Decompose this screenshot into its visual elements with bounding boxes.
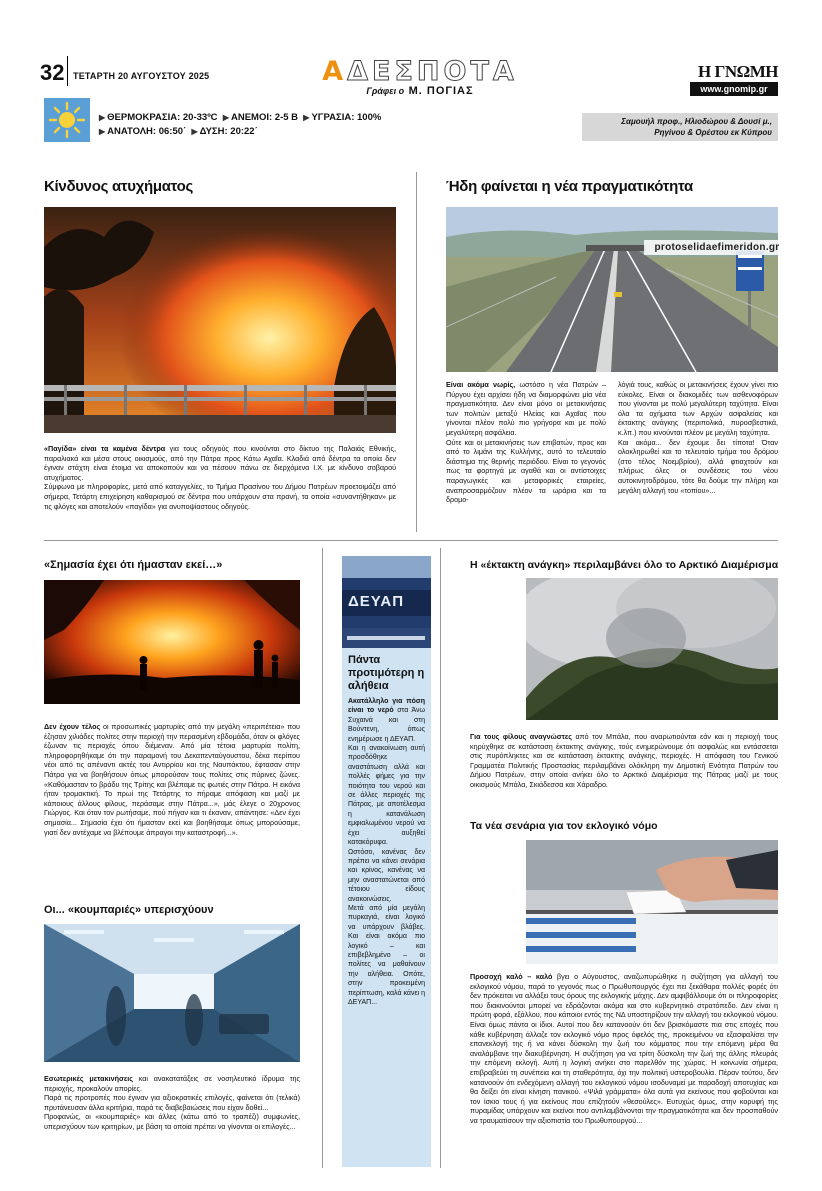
sidebar-text-2: Και η ανακοίνωση αυτή προσδόθηκε αναστάτωση αλλά και πολλές φήμες για την ποιότητα του νερού και σε άλλες περιοχές της Πάτρας, με αποτέλεσμα η κατανάλωση εμφιαλωμένου νερού να έχει αυξηθεί κατακόρυφα. (348, 745, 425, 847)
hospital-corridor-photo (44, 924, 300, 1062)
article-1-text: για τους οδηγούς που κινούνται στο δίκτυο της Παλαιάς Εθνικής, παραλιακά και μέσα στους οικισμούς, από την Πάτρα προς Κάτω Αχαΐα. Κλαδιά από δέντρα τα οποία δεν έγιναν στάχτη είναι έτοιμα να αποκοπούν και να πέσουν πάνω σε διερχόμενα Ι.Χ. με κίνδυνο σοβαρού ατυχήματος. (44, 444, 396, 482)
sidebar-text-4: Μετά από μία μεγάλη πυρκαγιά, είναι λογικό να υπάρχουν βλάβες. Και είναι ακόμα πιο λογικό – και επιβεβλημένο – οι πολίτες να μαθαίνουν την αλήθεια. Οπότε, στην προκειμένη περίπτωση, καλά κάνει η ΔΕΥΑΠ... (348, 904, 425, 1006)
highway-photo (446, 207, 778, 372)
byline-prefix: Γράφει ο (366, 86, 405, 96)
column-divider (416, 172, 417, 532)
article-4-body (44, 1074, 300, 1132)
deyap-vehicle-photo (342, 556, 431, 648)
article-5-body (470, 732, 778, 790)
article-2-text-1: ωστόσο η νέα Πατρών – Πύργου έχει αρχίσει ήδη να διαμορφώνει μία νέα πραγματικότητα. Δεν είναι μόνο οι μετακινήσεις των πολιτών μεταξύ Ηλείας και Αχαΐας που γίνονται πλέον πολύ πιο γρήγορα και με πολύ μεγαλύτερη ασφάλεια. (446, 380, 606, 437)
deyap-vehicle-lettering: ΔΕΥΑΠ (348, 593, 405, 610)
pharmacies-box (582, 113, 778, 141)
section-title-first-letter: Α (322, 56, 348, 87)
article-5-title: Η «έκτακτη ανάγκη» περιλαμβάνει όλο το Αρκτικό Διαμέρισμα (470, 559, 779, 571)
article-3-body (44, 722, 300, 837)
article-6-text: βγει ο Αύγουστος, αναζωπυρώθηκε η συζήτηση για αλλαγή του εκλογικού νόμου, παρά το γεγονός πως ο Πρωθυπουργός έχει πει ξεκάθαρα πολλές φορές ότι δεν πρόκειται να αλλάξει τους όρους της εκλογικής μάχης. Δεν αμφιβάλλουμε ότι οι πληροφορίες που διακινούνται μπορεί να εδράζονται ακόμα και στο κυβερνητικό στρατόπεδο. Δεν είναι η πρώτη φορά, εξάλλου, που κάποιοι εντός της ΝΔ υποστηρίζουν την αλλαγή του εκλογικού νόμου. Είναι όμως πάντα οι ίδιοι. Αυτοί που δεν κατανοούν ότι δεν βρισκόμαστε πια στις εποχές που κάθε κυβέρνηση άλλαζε τον εκλογικό νόμο προς όφελός της, προκειμένου να εξασφαλίσει την επανεκλογή της ή να κάνει δύσκολη την ζωή του κόμματος που την επόμενη μέρα θα αναλάμβανε την διακυβέρνηση. Η συζήτηση για να τρίτη δύσκολη την ζωή της άλλης πλευράς την επόμενη εκλογή. Αυτή η λογική ανήκει στο παρελθόν της χώρας. Η κοινωνία σήμερα, επιβραβεύει τη συνέπεια και τη σταθερότητα, όχι την πολιτική υστεροβουλία. Πέραν τούτου, δεν κατανοούν ότι ενδεχόμενη αλλαγή του εκλογικού νόμου ισοδυναμεί με παραδοχή αποτυχίας και θα δείξει ότι είναι κίνηση πανικού. «Ψιλά γράμματα» όλα αυτά για εκείνους που φοβούνται και τον ίσκιο τους ή για εκείνους που επιζητούν «θεσούλες». Ευτυχώς όμως, στην κορυφή της πυραμίδας υπάρχουν και εκείνοι που αντιλαμβάνονται την πραγματικότητα και δεν προσπαθούν να τραυματίσουν την αξιοπιστία του Πρωθυπουργού... (470, 972, 778, 1125)
wind-value: 2-5 Β (274, 112, 299, 123)
article-4-text-2: Παρά τις προτροπές που έγιναν για αξιοκρατικές επιλογές, φαίνεται ότι (τελικά) πρυτάνευσαν άλλα κριτήρια, παρά τις διαβεβαιώσεις που είχαν δοθεί... (44, 1093, 300, 1112)
sidebar-lead: Ακατάλληλο για πόση είναι το νερό (348, 698, 425, 715)
article-2-body-col-2 (618, 380, 778, 495)
sunrise-label: ΑΝΑΤΟΛΗ: (107, 126, 157, 137)
section-title (320, 56, 520, 87)
ballot-box-photo (526, 840, 778, 964)
article-4-text: και ανακατατάξεις σε νοσηλευτικό ίδρυμα της περιοχής, προκαλούν απορίες. (44, 1074, 300, 1093)
byline (330, 85, 510, 97)
article-4-title: Οι... «κουμπαριές» υπερισχύουν (44, 904, 214, 916)
article-6-lead: Προσοχή καλό – καλό (470, 972, 553, 981)
article-1-lead: «Παγίδα» είναι τα καμένα δέντρα (44, 444, 166, 453)
date-month-year: ΑΥΓΟΥΣΤΟΥ 2025 (130, 71, 210, 81)
article-2-title: Ήδη φαίνεται η νέα πραγματικότητα (446, 178, 693, 195)
fire-silhouettes-photo (44, 580, 300, 704)
weather-row-1 (99, 112, 381, 123)
wildfire-photo (44, 207, 396, 433)
article-3-title: «Σημασία έχει ότι ήμασταν εκεί…» (44, 559, 223, 571)
article-3-text: οι προσωπικές μαρτυρίες από την μεγάλη «περιπέτεια» που έζησαν χιλιάδες πολίτες στην περιοχή την περασμένη εβδομάδα, όταν οι φλόγες έζωναν τις περιοχές όπου διέμεναν. Από μία τέτοια μαρτυρία πολίτη, πληροφορηθήκαμε ότι την παραμονή του Δεκαπενταύγουστου, δέκα περίπου νέοι από τις απέναντι ακτές του Αντιρρίου και της Ναυπάκτου, έφτασαν στην Πάτρα για να βοηθήσουν όπως μπορούσαν τους πολίτες στις πύρινες ζώνες. «Καθόμασταν το βράδυ της Τρίτης και βλέπαμε τις φωτιές στην Πάτρα. Η εικόνα ήταν τρομακτική. Το πρωί της Τετάρτης το πήραμε απόφαση και μαζί με κάποιους άλλους φίλους, περάσαμε στην Πάτρα...», μάς έλεγε ο 20χρονος Γιώργος. Και όταν τον ρωτήσαμε, πού πήγαν και τι έκαναν, απάντησε: «Δεν έχει σημασία... Σημασία έχει ότι ήμασταν εκεί και βοηθήσαμε όπως μπορούσαμε, γιατί δεν αντέχαμε να βλέπουμε άπραγοι την καταστροφή...». (44, 722, 300, 837)
sunset-value: 20:22΄ (230, 126, 258, 137)
date-number: 20 (117, 71, 129, 81)
arrow-icon: ▶ (99, 127, 106, 136)
article-6-title: Τα νέα σενάρια για τον εκλογικό νόμο (470, 820, 658, 832)
section-divider (44, 540, 778, 541)
column-divider (440, 548, 441, 1168)
smoke-hills-photo (526, 578, 778, 720)
article-6-body (470, 972, 778, 1126)
byline-author: Μ. ΠΟΓΙΑΣ (408, 85, 474, 97)
article-2-text-1b: Ούτε και οι μετακινήσεις των επιβατών, προς και από το λιμάνι της Κυλλήνης, αυτό το τελευταίο διάστημα της θερινής περιόδου. Είναι το γεγονός πως τα φορτηγά με αγαθά και οι αντίστοιχες παραγωγικές και μεταφορικές εταιρείες, αναπροσαρμόζουν πλέον τα ωράρια και τα δρομο- (446, 437, 606, 505)
newspaper-brand: Η ΓΝΩΜΗ (698, 62, 778, 81)
article-1-body (44, 444, 396, 511)
sidebar-body (342, 697, 431, 1007)
sunset-label: ΔΥΣΗ: (199, 126, 228, 137)
wind-label: ΑΝΕΜΟΙ: (230, 112, 273, 123)
arrow-icon: ▶ (99, 113, 106, 122)
article-2-text-2: λόγιά τους, καθώς οι μετακινήσεις έχουν γίνει πιο εύκολες. Είναι οι διακομιδές των ασθενοφόρων που γίνονται με πολύ μεγαλύτερη ταχύτητα. Είναι όλα τα οχήματα των Αρχών ασφαλείας και έκτακτης ανάγκης (περιπολικά, πυροσβεστικά, κ.λπ.) που κινούνται πλέον με μεγάλη ταχύτητα. (618, 380, 778, 437)
sidebar-text-3: Ωστόσο, κανένας δεν πρέπει να κάνει σενάρια και κρίνος, κανένας να μην αναστατώνεται από τέτοιου είδους ανακοινώσεις. (348, 848, 425, 903)
article-4-lead: Εσωτερικές μετακινήσεις (44, 1074, 134, 1083)
pharmacies-line-2: Ρηγίνου & Ορέστου εκ Κύπρου (654, 128, 772, 137)
weather-row-2 (99, 126, 258, 137)
date-day: ΤΕΤΑΡΤΗ (73, 71, 116, 81)
sidebar-title: Πάντα προτιμότερη η αλήθεια (348, 654, 425, 692)
column-divider (322, 548, 323, 1168)
sun-icon (44, 98, 90, 142)
temperature-label: ΘΕΡΜΟΚΡΑΣΙΑ: (107, 112, 181, 123)
article-2-body-col-1 (446, 380, 606, 505)
article-1-text-2: Σύμφωνα με πληροφορίες, μετά από καταγγελίες, το Τμήμα Πρασίνου του Δήμου Πατρέων προετοιμάζει από σήμερα, Τετάρτη επιχείρηση καθαρισμού σε δέντρα που υπάρχουν στα πρανή, τα οποία «συναντήθηκαν» με τις φλόγες και αποτελούν «παγίδα» για ανυποψίαστους οδηγούς. (44, 482, 396, 511)
article-5-text: από τον Μπάλα, που αναρωτιούνται εάν και η περιοχή τους κηρύχθηκε σε κατάσταση έκτακτης ανάγκης, τούς ενημερώνουμε ότι ασφαλώς και εντάσσεται στις πυρόπληκτες και σε κατάσταση έκτακτης ανάγκης, περιοχές. Η απόφαση του Γενικού Γραμματέα Πολιτικής Προστασίας περιλαμβάνει ολόκληρη την Δημοτική Ενότητα Πατρών του Δήμου Πατρέων, στην οποία ανήκει όλο το Αρκτικό Διαμέρισμα της Πάτρας μαζί με τους οικισμούς Μπάλα, Σκιάδεσσα και Χάραδρο. (470, 732, 778, 789)
temperature-value: 20-33ºC (182, 112, 218, 123)
article-2-lead: Είναι ακόμα νωρίς, (446, 380, 516, 389)
humidity-value: 100% (357, 112, 382, 123)
issue-date (73, 71, 209, 81)
sidebar-box (342, 648, 431, 1167)
article-2-text-2b: Και ακόμα... δεν έχουμε δει τίποτα! Όταν ολοκληρωθεί και το τελευταίο τμήμα του δρόμου (στο τέλος Νοεμβρίου), αλλά φτιαχτούν και πλήρως όλες οι συνδέσεις του νέου αυτοκινητοδρόμου, τότε θα δούμε την πλήρη και μεγάλη αλλαγή του «τοπίου»... (618, 437, 778, 495)
page-number: 32 (40, 60, 65, 85)
article-3-lead: Δεν έχουν τέλος (44, 722, 101, 731)
article-1-title: Κίνδυνος ατυχήματος (44, 178, 194, 195)
humidity-label: ΥΓΡΑΣΙΑ: (311, 112, 355, 123)
pharmacies-line-1: Σαμουήλ προφ., Ηλιοδώρου & Δουσί μ., (621, 117, 772, 126)
section-title-rest: ΔΕΣΠΟΤΑ (347, 56, 518, 87)
arrow-icon: ▶ (222, 113, 229, 122)
sunrise-value: 06:50΄ (158, 126, 187, 137)
article-5-lead: Για τους φίλους αναγνώστες (470, 732, 572, 741)
sidebar-text: στα Άνω Συχαινά και στη Βούντενη, όπως ενημέρωσε η ΔΕΥΑΠ. (348, 707, 425, 743)
watermark: protoselidaefimeridon.gr (644, 240, 790, 255)
arrow-icon: ▶ (303, 113, 310, 122)
newspaper-url[interactable]: www.gnomip.gr (690, 82, 778, 96)
article-4-text-3: Προφανώς, οι «κουμπαριές» και άλλες (κάτω από το τραπέζι) συμφωνίες, υπερισχύουν των κριτηρίων, με βάση τα οποία πρέπει να γίνονται οι επιλογές... (44, 1112, 300, 1131)
arrow-icon: ▶ (191, 127, 198, 136)
header-rule (67, 56, 68, 86)
